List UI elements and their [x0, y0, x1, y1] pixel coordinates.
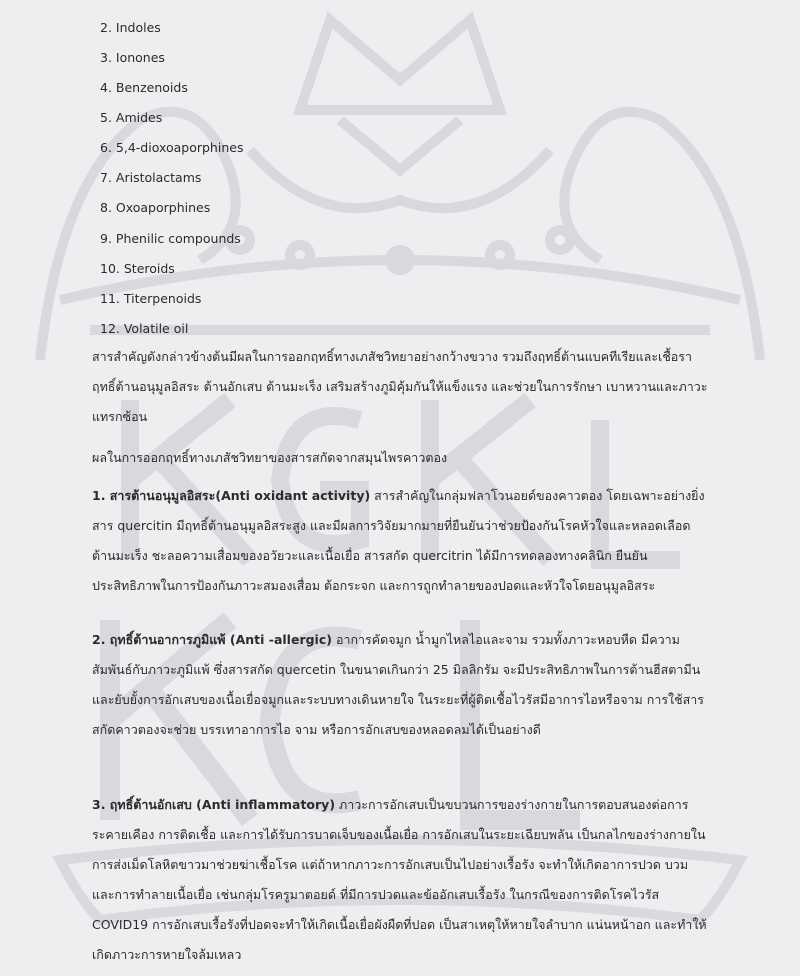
effect-body: สารสำคัญในกลุ่มฟลาโวนอยด์ของคาวตอง โดยเฉพาะอย่างยิ่งสาร quercitin มีฤทธิ์ต้านอนุมูลอิสระสูง และมีผลการวิจัยมากมายที่ยืนยันว่าช่วยป้องกันโรคหัวใจและหลอดเลือด ต้านมะเร็ง ชะลอความเสื่อมของอวัยวะและเนื้อเยื่อ สารสกัด quercitrin ได้มีการทดลองทางคลินิก ยืนยันประสิทธิภาพในการป้องกันภาวะสมองเสื่อม ต้อกระจก และการถูกทำลายของปอดและหัวใจโดยอนุมูลอิสระ [92, 488, 705, 593]
effect-body: ภาวะการอักเสบเป็นขบวนการของร่างกายในการตอบสนองต่อการระคายเคือง การติดเชื้อ และการได้รับการบาดเจ็บของเนื้อเยื่อ การอักเสบในระยะเฉียบพลัน เป็นกลไกของร่างกายในการส่งเม็ดโลหิตขาวมาช่วยฆ่าเชื้อโรค แต่ถ้าหากภาวะการอักเสบเป็นไปอย่างเรื้อรัง จะทำให้เกิดอาการปวด บวม และการทำลายเนื้อเยื่อ เช่นกลุ่มโรครูมาตอยด์ ที่มีการปวดและข้ออักเสบเรื้อรัง ในกรณีของการติดโรคไวรัส COVID19 การอักเสบเรื้อรังที่ปอดจะทำให้เกิดเนื้อเยื่อผังผืดที่ปอด เป็นสาเหตุให้หายใจลำบาก แน่นหน้าอก และทำให้เกิดภาวะการหายใจล้มเหลว [92, 797, 707, 962]
list-item: 5. Amides [100, 110, 163, 125]
list-item: 6. 5,4-dioxoaporphines [100, 140, 244, 155]
list-item: 10. Steroids [100, 261, 175, 276]
list-item: 12. Volatile oil [100, 321, 189, 336]
effect-item-antioxidant [92, 481, 710, 601]
effect-heading: 2. ฤทธิ์ต้านอาการภูมิแพ้ (Anti -allergic) [92, 632, 332, 647]
list-item: 9. Phenilic compounds [100, 231, 241, 246]
list-item: 11. Titerpenoids [100, 291, 202, 306]
effect-item-antiinflammatory [92, 790, 710, 970]
list-item: 2. Indoles [100, 20, 161, 35]
section-title: ผลในการออกฤทธิ์ทางเภสัชวิทยาของสารสกัดจากสมุนไพรคาวตอง [92, 450, 448, 465]
list-item: 3. Ionones [100, 50, 165, 65]
effect-heading: 3. ฤทธิ์ต้านอักเสบ (Anti inflammatory) [92, 797, 336, 812]
effect-body: อาการคัดจมูก น้ำมูกไหลไอและจาม รวมทั้งภาวะหอบหืด มีความสัมพันธ์กับภาวะภูมิแพ้ ซึ่งสารสกัด quercetin ในขนาดเกินกว่า 25 มิลลิกรัม จะมีประสิทธิภาพในการต้านฮีสตามีน และยับยั้งการอักเสบของเนื้อเยื่อจมูกและระบบทางเดินหายใจ ในระยะที่ผู้ติดเชื้อไวรัสมีอาการไอหรือจาม การใช้สารสกัดคาวตองจะช่วย บรรเทาอาการไอ จาม หรือการอักเสบของหลอดลมได้เป็นอย่างดี [92, 632, 705, 737]
list-item: 4. Benzenoids [100, 80, 188, 95]
list-item: 8. Oxoaporphines [100, 200, 211, 215]
effect-heading: 1. สารต้านอนุมูลอิสระ(Anti oxidant activity) [92, 488, 371, 503]
summary-paragraph: สารสำคัญดังกล่าวข้างต้นมีผลในการออกฤทธิ์ทางเภสัชวิทยาอย่างกว้างขวาง รวมถึงฤทธิ์ต้านแบคทีเรียและเชื้อรา ฤทธิ์ต้านอนุมูลอิสระ ต้านอักเสบ ต้านมะเร็ง เสริมสร้างภูมิคุ้มกันให้แข็งแรง และช่วยในการรักษา เบาหวานและภาวะแทรกซ้อน [92, 349, 708, 424]
effect-item-antiallergic [92, 625, 710, 745]
list-item: 7. Aristolactams [100, 170, 202, 185]
